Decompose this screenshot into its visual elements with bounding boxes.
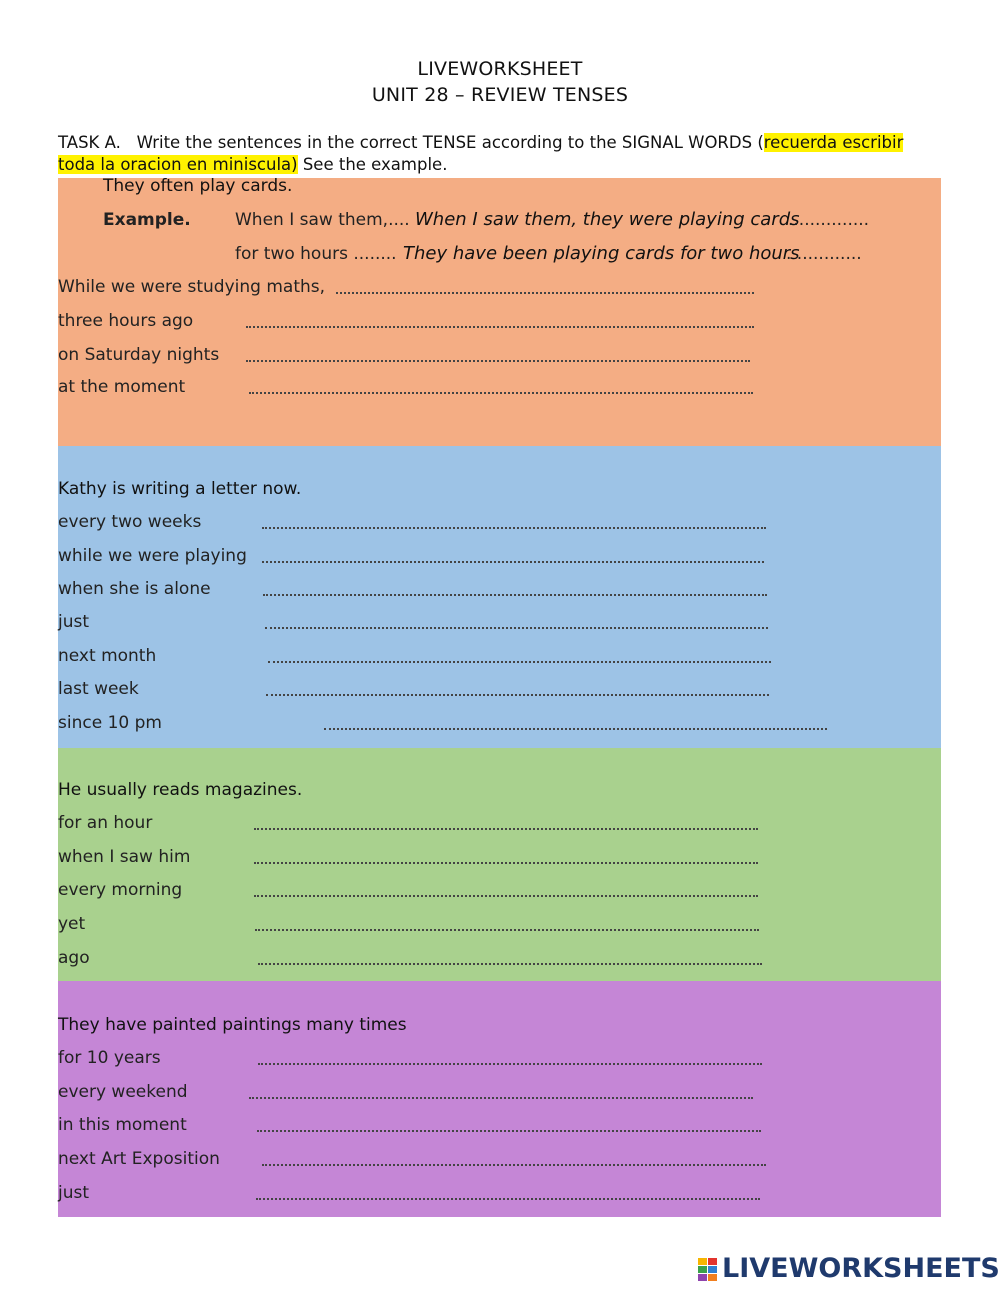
answer-line[interactable] (249, 392, 753, 394)
answer-line[interactable] (257, 1130, 761, 1132)
highlighted-note: recuerda escribir toda la oracion en miniscula) (58, 133, 904, 174)
worksheet-title: LIVEWORKSHEET (417, 58, 583, 80)
answer-line[interactable] (258, 1063, 762, 1065)
section1-cue-2: three hours ago (58, 311, 194, 331)
section3-cue-5: ago (58, 948, 90, 968)
unit-title: UNIT 28 – REVIEW TENSES (371, 84, 629, 106)
section1-cue-1: While we were studying maths, (58, 277, 326, 297)
section3-cue-3: every morning (58, 880, 183, 900)
section1-cue-4: at the moment (58, 377, 186, 397)
section2-cue-5: next month (58, 646, 157, 666)
section2-cue-3: when she is alone (58, 579, 211, 599)
answer-line[interactable] (256, 1198, 760, 1200)
answer-line[interactable] (336, 292, 754, 294)
liveworksheets-logo[interactable] (698, 1253, 1000, 1287)
answer-line[interactable] (255, 929, 759, 931)
answer-line[interactable] (324, 728, 827, 730)
answer-line[interactable] (265, 627, 768, 629)
section3-cue-1: for an hour (58, 813, 153, 833)
section4-cue-2: every weekend (58, 1082, 188, 1102)
section1-cue-3: on Saturday nights (58, 345, 220, 365)
logo-blocks-icon (698, 1258, 718, 1282)
logo-text: LIVEWORKSHEETS (722, 1253, 1000, 1284)
task-text: Write the sentences in the correct TENSE according to the SIGNAL WORDS ( (136, 133, 764, 152)
section4-cue-1: for 10 years (58, 1048, 161, 1068)
section4-cue-3: in this moment (58, 1115, 187, 1135)
example1-prompt: When I saw them,.... (235, 210, 410, 230)
example2-prompt: for two hours ........ (235, 244, 397, 264)
example2-answer: They have been playing cards for two hours (403, 243, 800, 264)
answer-line[interactable] (254, 862, 758, 864)
answer-line[interactable] (254, 828, 758, 830)
example1-answer: When I saw them, they were playing cards (415, 209, 800, 230)
task-text-tail: See the example. (297, 155, 448, 174)
section4-cue-5: just (58, 1183, 90, 1203)
answer-line[interactable] (246, 360, 750, 362)
section1-sentence: They often play cards. (103, 176, 293, 196)
answer-line[interactable] (254, 895, 758, 897)
example-label: Example. (103, 210, 191, 230)
section2-cue-7: since 10 pm (58, 713, 162, 733)
answer-line[interactable] (262, 1164, 766, 1166)
task-label: TASK A. (58, 133, 121, 152)
section4-sentence: They have painted paintings many times (58, 1015, 407, 1035)
example2-tail: . ............ (786, 244, 862, 264)
section3-sentence: He usually reads magazines. (58, 780, 303, 800)
section2-cue-6: last week (58, 679, 139, 699)
task-instructions (58, 132, 938, 176)
answer-line[interactable] (263, 594, 767, 596)
section2-cue-2: while we were playing (58, 546, 247, 566)
example1-tail: ............... (788, 210, 870, 230)
section2-cue-4: just (58, 612, 90, 632)
section3-cue-2: when I saw him (58, 847, 191, 867)
section3-cue-4: yet (58, 914, 86, 934)
section4-cue-4: next Art Exposition (58, 1149, 220, 1169)
answer-line[interactable] (262, 561, 764, 563)
section2-sentence: Kathy is writing a letter now. (58, 479, 302, 499)
answer-line[interactable] (249, 1097, 753, 1099)
answer-line[interactable] (262, 527, 766, 529)
answer-line[interactable] (266, 694, 769, 696)
answer-line[interactable] (268, 661, 771, 663)
section2-cue-1: every two weeks (58, 512, 202, 532)
answer-line[interactable] (246, 326, 754, 328)
answer-line[interactable] (258, 963, 762, 965)
